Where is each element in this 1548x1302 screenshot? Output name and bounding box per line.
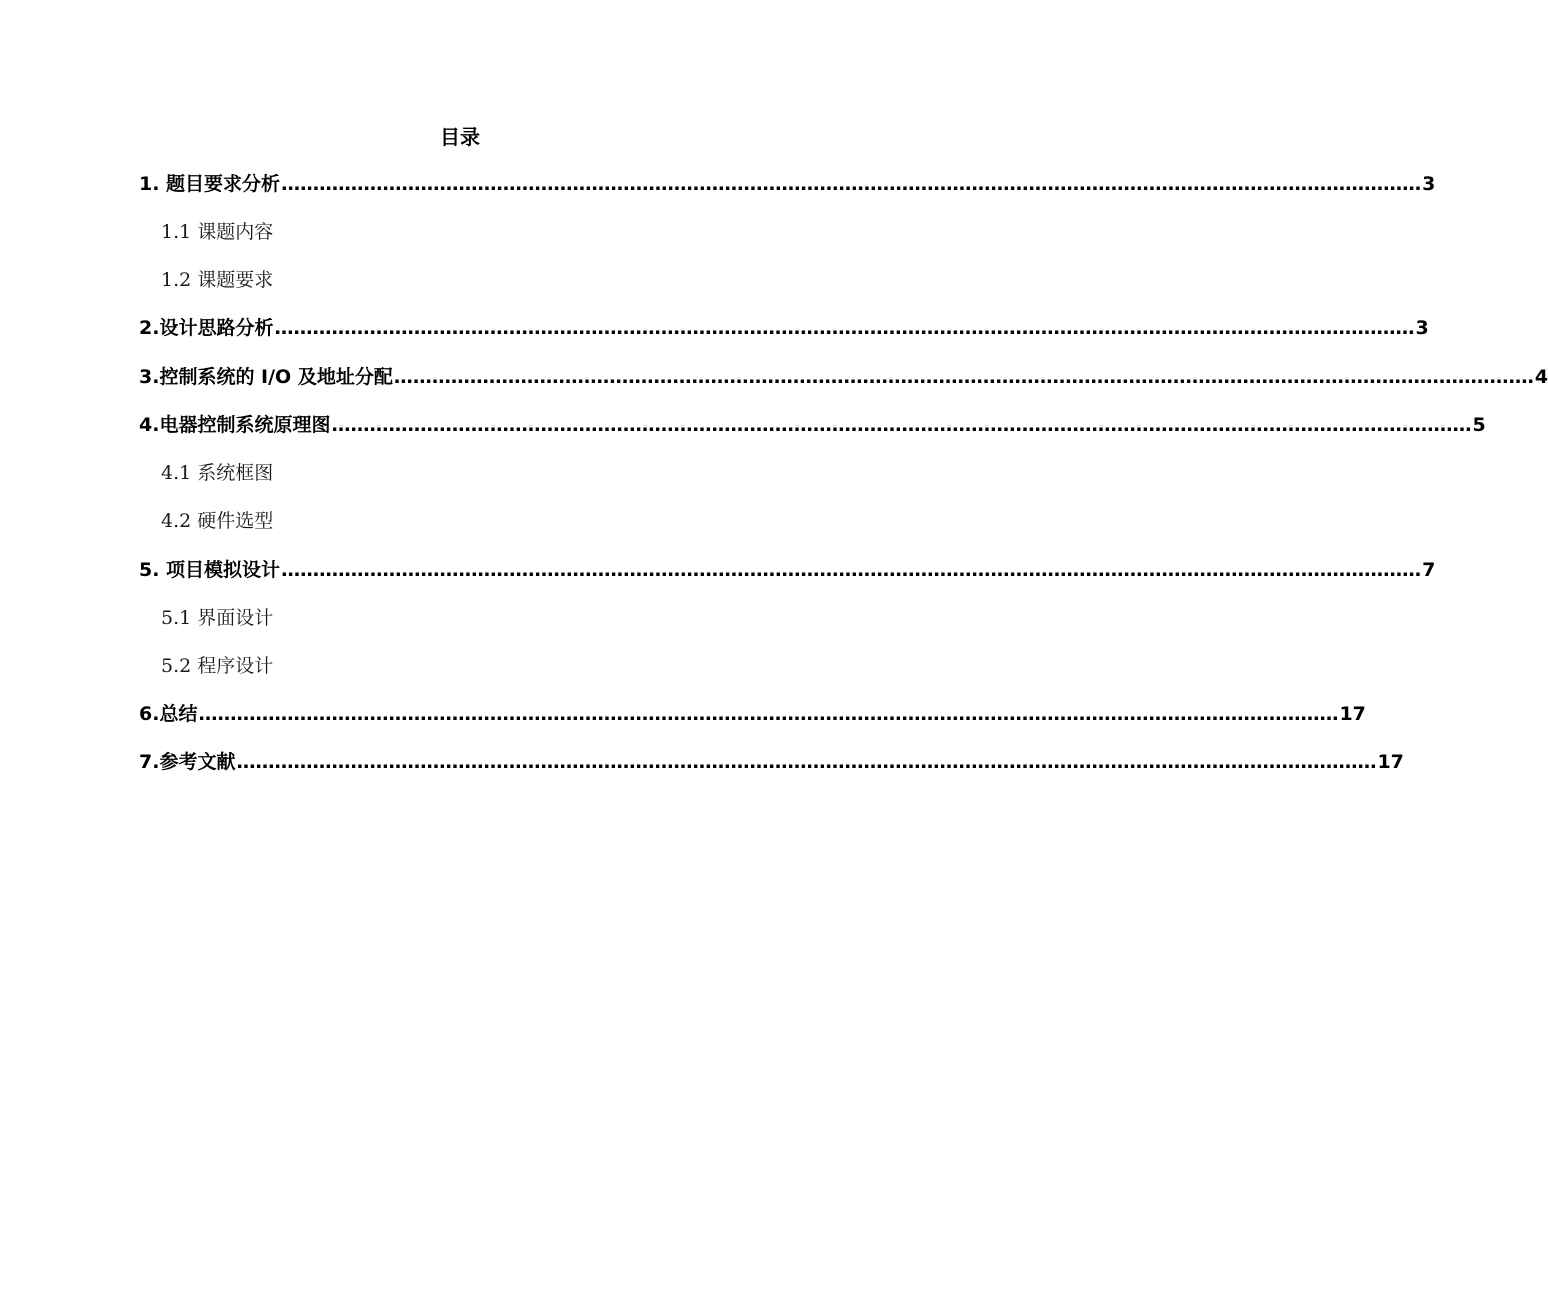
toc-entry[interactable] [161,218,273,246]
toc-entry-text: 1.1 课题内容 [161,221,274,243]
toc-page-number: 3 [1415,317,1429,339]
toc-entry[interactable] [139,556,1436,584]
toc-leader-dots: ……………………………………………………………………………………………………………………………………………………………… [281,559,1422,581]
toc-entry-text: 7.参考文献 [139,751,236,773]
toc-entry-text: 4.1 系统框图 [161,462,274,484]
toc-page-number: 3 [1422,173,1436,195]
toc-leader-dots: ……………………………………………………………………………………………………………………………………………………………… [393,366,1534,388]
toc-entry[interactable] [161,459,273,487]
toc-leader-dots: ……………………………………………………………………………………………………………………………………………………………… [274,317,1415,339]
toc-page-number: 17 [1377,751,1404,773]
toc-entry-text: 5.1 界面设计 [161,607,274,629]
toc-entry[interactable] [139,411,1486,439]
toc-leader-dots: ……………………………………………………………………………………………………………………………………………………………… [281,173,1422,195]
toc-page-number: 4 [1534,366,1548,388]
toc-title: 目录 [440,125,480,149]
toc-entry[interactable] [139,170,1436,198]
toc-entry[interactable] [161,266,273,294]
toc-entry-text: 2.设计思路分析 [139,317,274,339]
toc-entry-text: 1. 题目要求分析 [139,173,281,195]
toc-entry-text: 6.总结 [139,703,198,725]
toc-leader-dots: ……………………………………………………………………………………………………………………………………………………………… [236,751,1377,773]
toc-entry-text: 3.控制系统的 I/O 及地址分配 [139,366,393,388]
toc-page-number: 7 [1422,559,1436,581]
toc-leader-dots: ……………………………………………………………………………………………………………………………………………………………… [331,414,1472,436]
toc-entry-text: 4.2 硬件选型 [161,510,274,532]
toc-entry[interactable] [139,748,1404,776]
toc-entry[interactable] [161,604,273,632]
toc-entry[interactable] [139,363,1548,391]
toc-entry[interactable] [161,507,273,535]
toc-entry[interactable] [139,700,1366,728]
toc-entry-text: 5.2 程序设计 [161,655,274,677]
toc-leader-dots: ……………………………………………………………………………………………………………………………………………………………… [198,703,1339,725]
toc-entry-text: 4.电器控制系统原理图 [139,414,331,436]
toc-entry[interactable] [161,652,273,680]
toc-entry-text: 5. 项目模拟设计 [139,559,281,581]
toc-page-number: 5 [1472,414,1486,436]
toc-page-number: 17 [1339,703,1366,725]
toc-entry-text: 1.2 课题要求 [161,269,274,291]
toc-entry[interactable] [139,314,1429,342]
